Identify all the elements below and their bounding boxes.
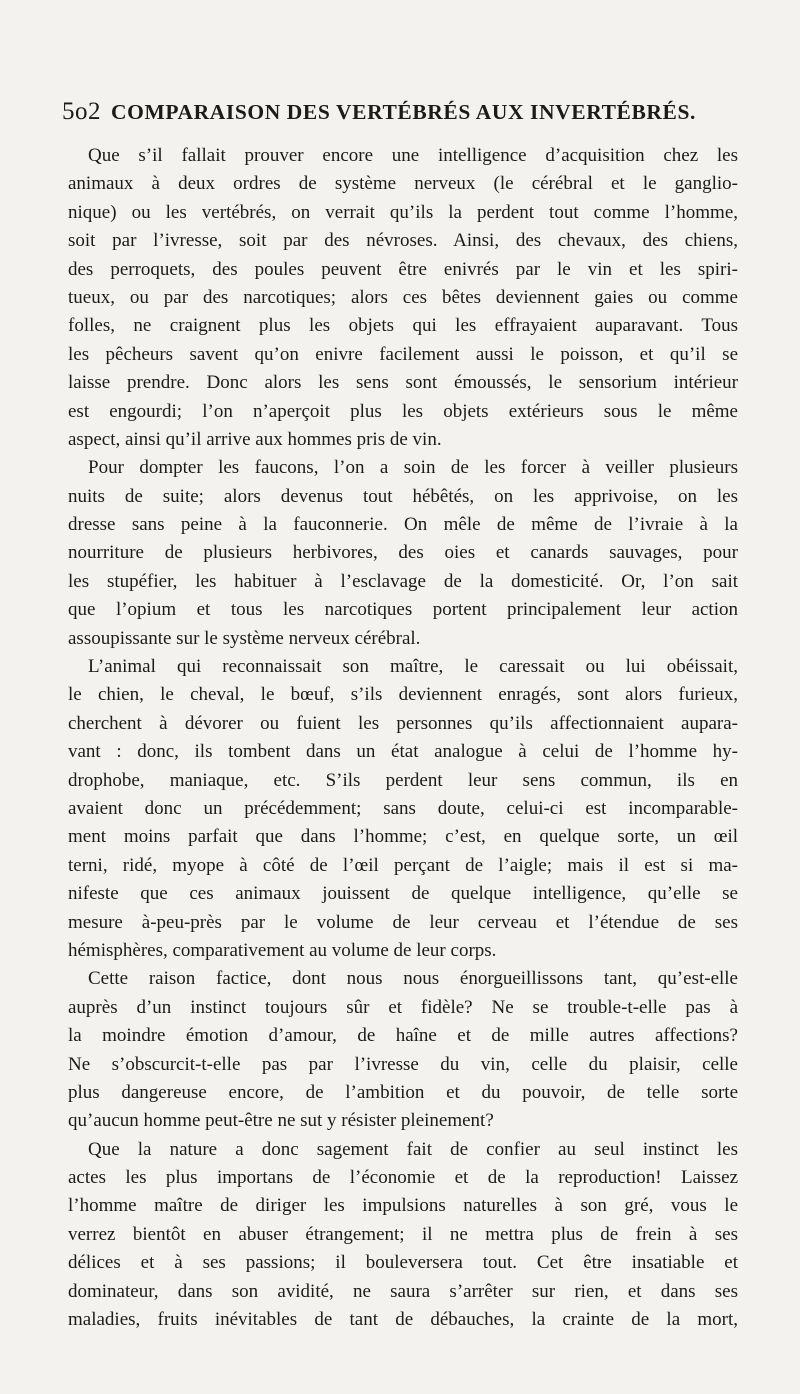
paragraph-5-line-1: Que la nature a donc sagement fait de confier au seul instinct les: [88, 1138, 738, 1160]
paragraph-4-line-1: Cette raison factice, dont nous nous énorgueillissons tant, qu’est-elle: [88, 968, 738, 990]
paragraph-2-line: que l’opium et tous les narcotiques portent principalement leur action: [68, 599, 738, 621]
paragraph-5-line: dominateur, dans son avidité, ne saura s’arrêter sur rien, et dans ses: [68, 1280, 738, 1302]
paragraph-3-line: avaient donc un précédemment; sans doute, celui-ci est incomparable-: [68, 797, 738, 819]
paragraph-3-line: nifeste que ces animaux jouissent de quelque intelligence, qu’elle se: [68, 883, 738, 905]
body-text: [68, 142, 738, 1334]
page-number: 5o2: [62, 98, 101, 125]
paragraph-2-line: nuits de suite; alors devenus tout hébêtés, on les apprivoise, on les: [68, 485, 738, 507]
paragraph-2-line: les stupéfier, les habituer à l’esclavage de la domesticité. Or, l’on sait: [68, 570, 738, 592]
paragraph-1-line: des perroquets, des poules peuvent être enivrés par le vin et les spiri-: [68, 258, 738, 280]
paragraph-1-line: folles, ne craignent plus les objets qui les effrayaient auparavant. Tous: [68, 315, 738, 337]
paragraph-5-line: verrez bientôt en abuser étrangement; il ne mettra plus de frein à ses: [68, 1223, 738, 1245]
paragraph-1-line: aspect, ainsi qu’il arrive aux hommes pris de vin.: [68, 428, 442, 450]
paragraph-5-line: maladies, fruits inévitables de tant de débauches, la crainte de la mort,: [68, 1309, 738, 1331]
paragraph-4-line: qu’aucun homme peut-être ne sut y résister pleinement?: [68, 1110, 494, 1132]
paragraph-3-line: hémisphères, comparativement au volume de leur corps.: [68, 939, 497, 961]
paragraph-2-line: assoupissante sur le système nerveux cérébral.: [68, 627, 421, 649]
paragraph-2-line: dresse sans peine à la fauconnerie. On mêle de même de l’ivraie à la: [68, 514, 738, 536]
running-head: [62, 98, 752, 138]
paragraph-3-line: vant : donc, ils tombent dans un état analogue à celui de l’homme hy-: [68, 741, 738, 763]
paragraph-3-line: terni, ridé, myope à côté de l’œil perçant de l’aigle; mais il est si ma-: [68, 854, 738, 876]
paragraph-2-line: nourriture de plusieurs herbivores, des oies et canards sauvages, pour: [68, 542, 738, 564]
paragraph-3-line: le chien, le cheval, le bœuf, s’ils deviennent enragés, sont alors furieux,: [68, 684, 738, 706]
paragraph-5-line: l’homme maître de diriger les impulsions naturelles à son gré, vous le: [68, 1195, 738, 1217]
paragraph-4-line: plus dangereuse encore, de l’ambition et du pouvoir, de telle sorte: [68, 1081, 738, 1103]
paragraph-3-line: cherchent à dévorer ou fuient les personnes qu’ils affectionnaient aupara-: [68, 712, 738, 734]
paragraph-3-line: mesure à-peu-près par le volume de leur cerveau et l’étendue de ses: [68, 911, 738, 933]
paragraph-3-line: ment moins parfait que dans l’homme; c’est, en quelque sorte, un œil: [68, 826, 738, 848]
paragraph-1-line: nique) ou les vertébrés, on verrait qu’ils la perdent tout comme l’homme,: [68, 201, 738, 223]
paragraph-1-line-1: Que s’il fallait prouver encore une intelligence d’acquisition chez les: [88, 145, 738, 166]
paragraph-4-line: la moindre émotion d’amour, de haîne et de mille autres affections?: [68, 1025, 738, 1047]
paragraph-2-line-1: Pour dompter les faucons, l’on a soin de les forcer à veiller plusieurs: [88, 457, 738, 479]
paragraph-4-line: auprès d’un instinct toujours sûr et fidèle? Ne se trouble-t-elle pas à: [68, 996, 738, 1018]
paragraph-3-line: drophobe, maniaque, etc. S’ils perdent leur sens commun, ils en: [68, 769, 738, 791]
paragraph-1-line: tueux, ou par des narcotiques; alors ces bêtes deviennent gaies ou comme: [68, 286, 738, 308]
paragraph-4-line: Ne s’obscurcit-t-elle pas par l’ivresse du vin, celle du plaisir, celle: [68, 1053, 738, 1075]
paragraph-1-line: animaux à deux ordres de système nerveux (le cérébral et le ganglio-: [68, 173, 738, 195]
running-title: COMPARAISON DES VERTÉBRÉS AUX INVERTÉBRÉS.: [111, 100, 696, 124]
paragraph-1-line: est engourdi; l’on n’aperçoit plus les objets extérieurs sous le même: [68, 400, 738, 422]
paragraph-5-line: délices et à ses passions; il bouleversera tout. Cet être insatiable et: [68, 1252, 738, 1274]
paragraph-1-line: les pêcheurs savent qu’on enivre facilement aussi le poisson, et qu’il se: [68, 343, 738, 365]
paragraph-3-line-1: L’animal qui reconnaissait son maître, le caressait ou lui obéissait,: [88, 656, 738, 678]
paragraph-1-line: laisse prendre. Donc alors les sens sont émoussés, le sensorium intérieur: [68, 372, 738, 394]
paragraph-1-line: soit par l’ivresse, soit par des névroses. Ainsi, des chevaux, des chiens,: [68, 230, 738, 252]
paragraph-5-line: actes les plus importans de l’économie et de la reproduction! Laissez: [68, 1167, 738, 1189]
